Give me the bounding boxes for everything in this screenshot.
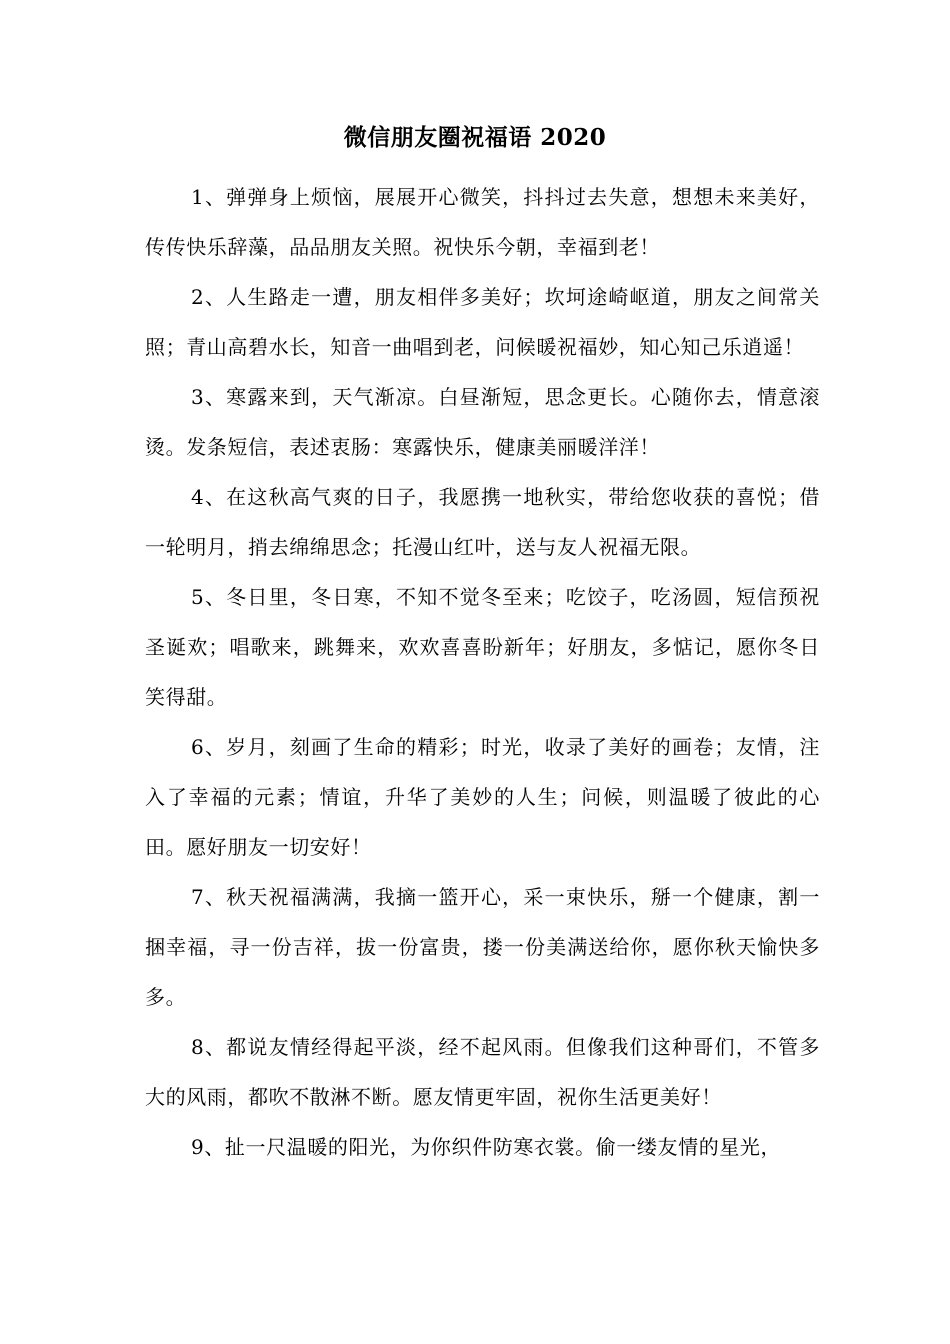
paragraph-6: 6、岁月，刻画了生命的精彩；时光，收录了美好的画卷；友情，注入了幸福的元素；情谊，升华了美妙的人生；问候，则温暖了彼此的心田。愿好朋友一切安好！ bbox=[145, 735, 820, 859]
paragraph-9: 9、扯一尺温暖的阳光，为你织件防寒衣裳。偷一缕友情的星光， bbox=[191, 1135, 782, 1159]
paragraph-7: 7、秋天祝福满满，我摘一篮开心，采一束快乐，掰一个健康，割一捆幸福，寻一份吉祥，拔一份富贵，搂一份美满送给你，愿你秋天愉快多多。 bbox=[145, 885, 820, 1009]
paragraph-3: 3、寒露来到，天气渐凉。白昼渐短，思念更长。心随你去，情意滚烫。发条短信，表述衷肠：寒露快乐，健康美丽暖洋洋！ bbox=[145, 385, 820, 459]
paragraph-5: 5、冬日里，冬日寒，不知不觉冬至来；吃饺子，吃汤圆，短信预祝圣诞欢；唱歌来，跳舞来，欢欢喜喜盼新年；好朋友，多惦记，愿你冬日笑得甜。 bbox=[145, 585, 820, 709]
paragraph-2: 2、人生路走一遭，朋友相伴多美好；坎坷途崎岖道，朋友之间常关照；青山高碧水长，知音一曲唱到老，问候暖祝福妙，知心知己乐逍遥！ bbox=[145, 285, 820, 359]
paragraph-8: 8、都说友情经得起平淡，经不起风雨。但像我们这种哥们，不管多大的风雨，都吹不散淋不断。愿友情更牢固，祝你生活更美好！ bbox=[145, 1035, 820, 1109]
document-body bbox=[145, 172, 820, 1172]
paragraph-1: 1、弹弹身上烦恼，展展开心微笑，抖抖过去失意，想想未来美好，传传快乐辞藻，品品朋友关照。祝快乐今朝，幸福到老！ bbox=[145, 185, 820, 259]
paragraph-4: 4、在这秋高气爽的日子，我愿携一地秋实，带给您收获的喜悦；借一轮明月，捎去绵绵思念；托漫山红叶，送与友人祝福无限。 bbox=[145, 485, 820, 559]
document-title: 微信朋友圈祝福语 2020 bbox=[343, 124, 607, 151]
